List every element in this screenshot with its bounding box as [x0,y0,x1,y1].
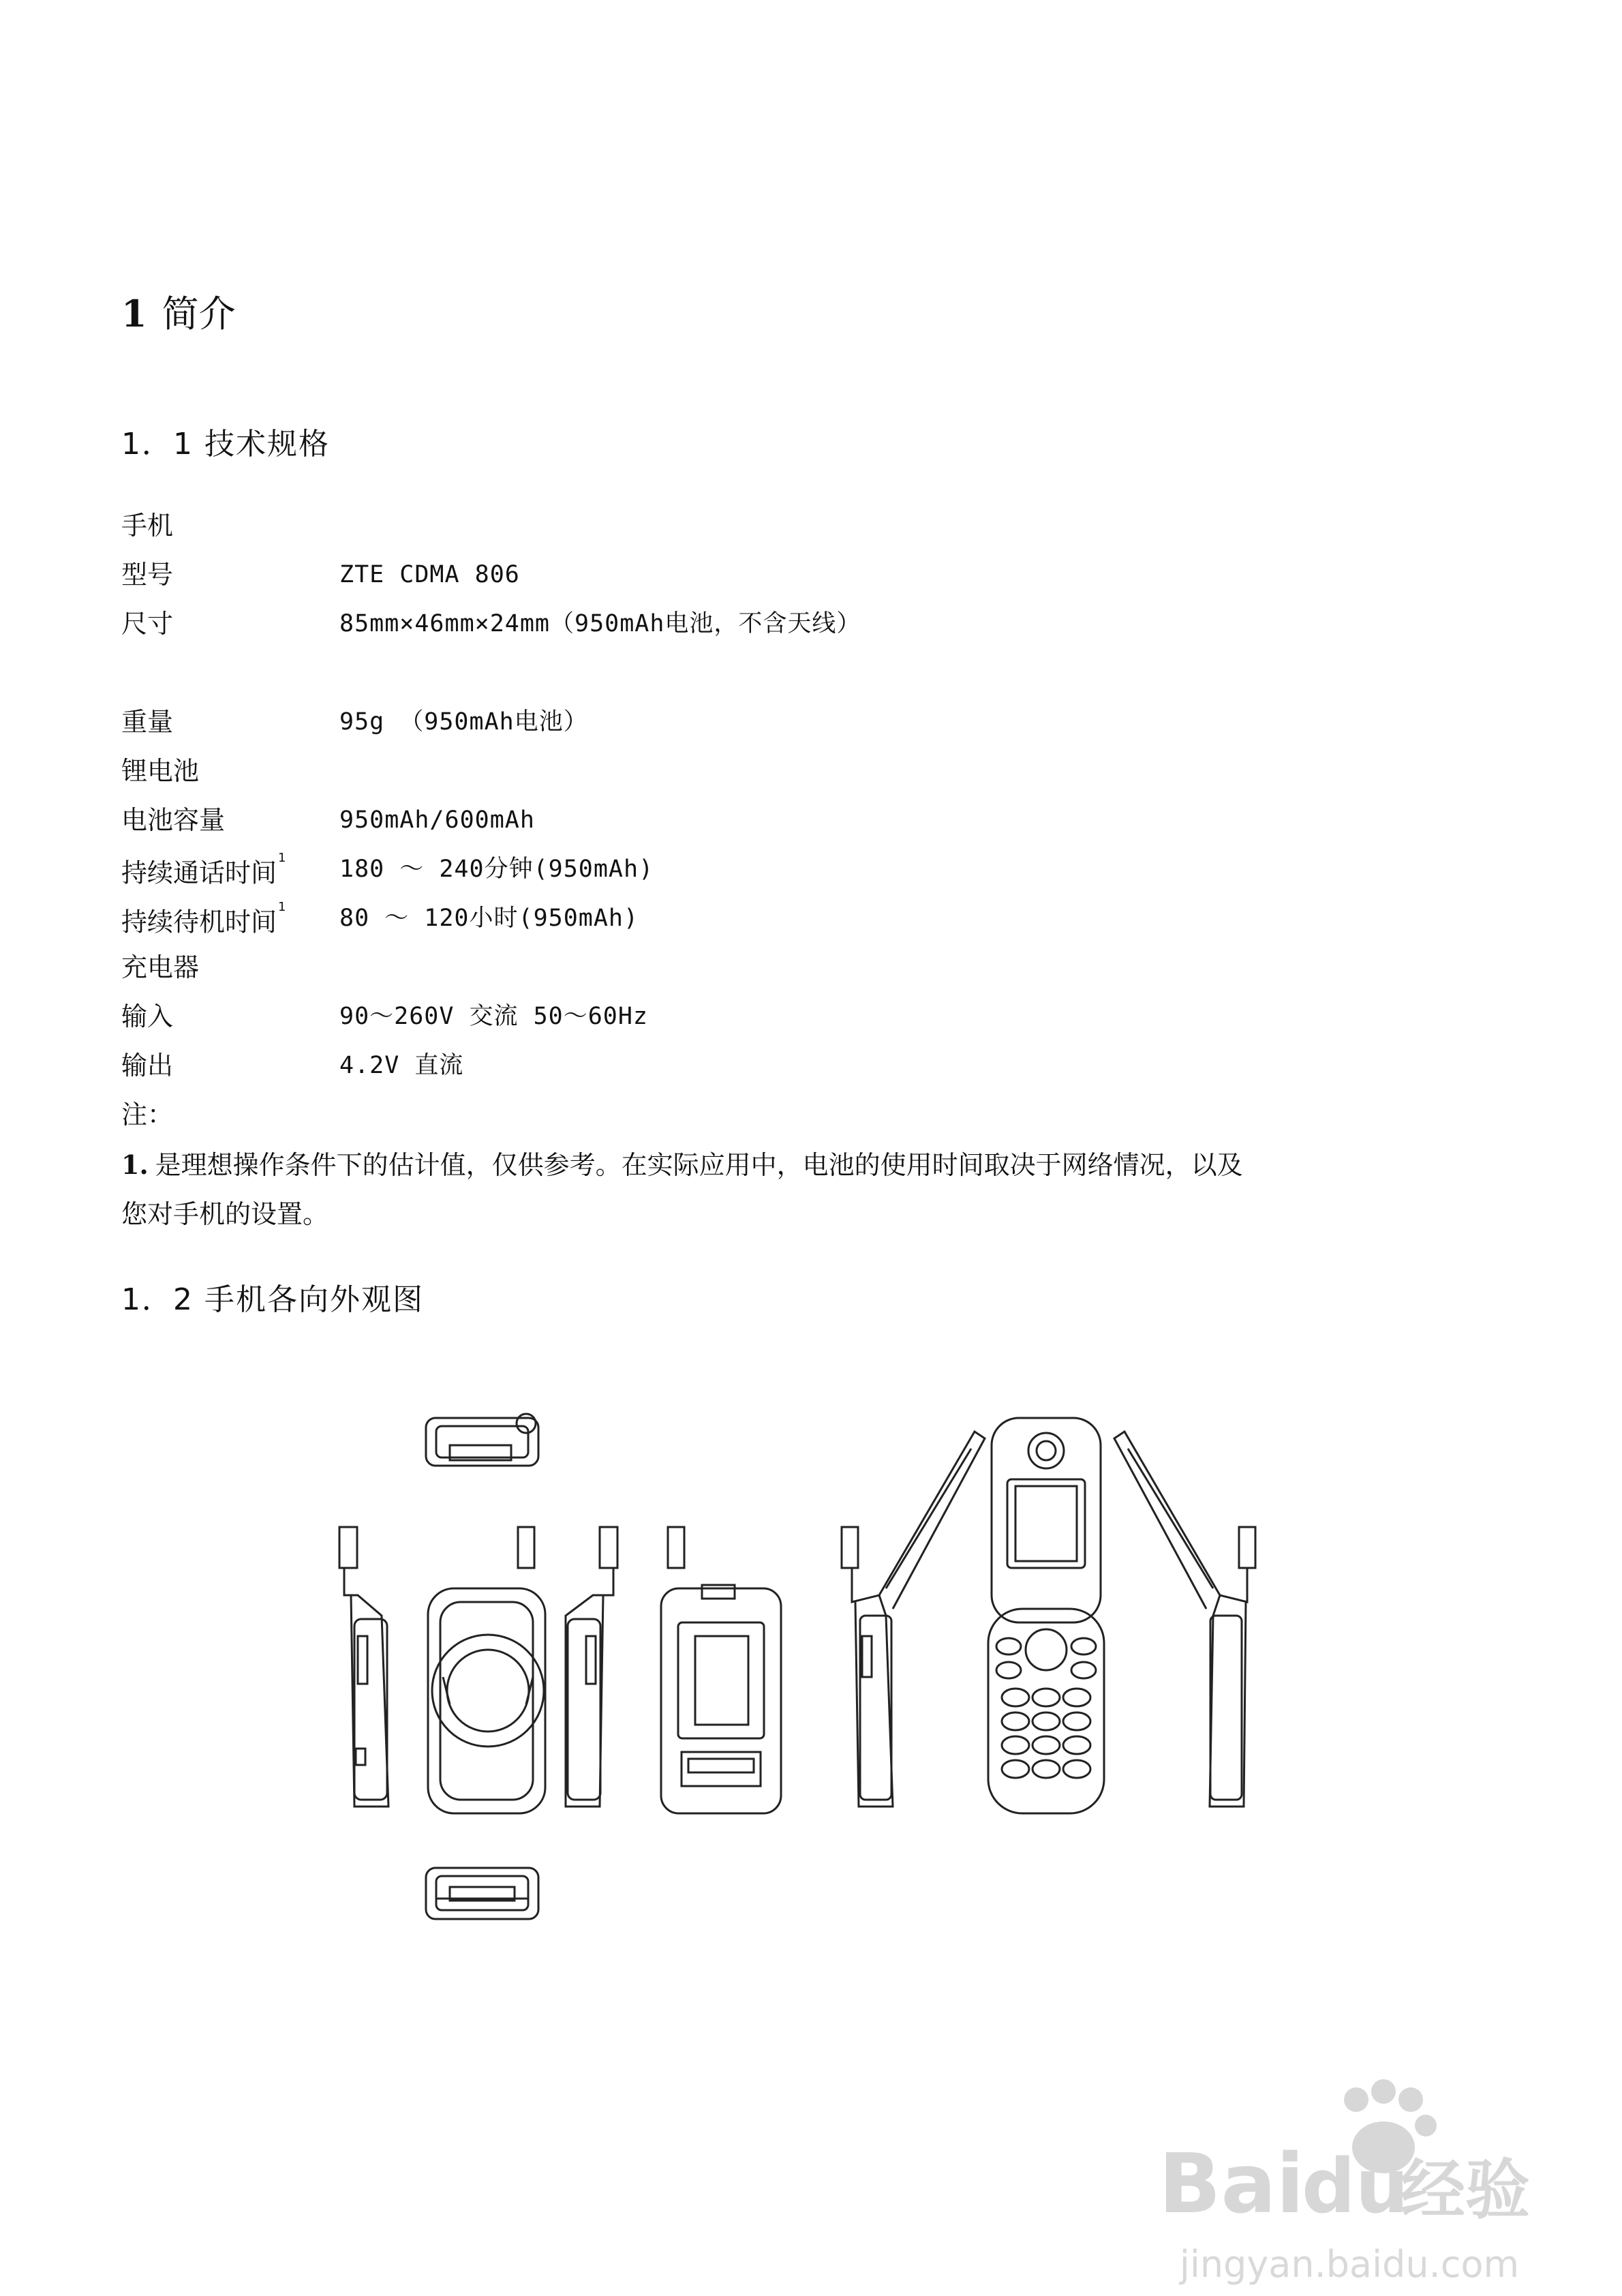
standby-time-label [121,894,286,947]
footnote-mark: 1 [278,851,286,865]
input-value: 90～260V 交流 50～60Hz [339,1003,649,1030]
section-title [121,285,236,337]
capacity-label: 电池容量 [121,805,226,835]
standby-time-label-text: 持续待机时间 [121,907,277,937]
front-closed-view-drawing [428,1527,545,1813]
right-side-view-drawing [566,1527,617,1807]
note-line-2: 您对手机的设置。 [121,1199,329,1229]
phone-views-illustration [0,1391,1622,1950]
battery-group-label: 锂电池 [121,756,200,786]
watermark-brand-cn: 经验 [1401,2153,1531,2228]
talk-time-value: 180 ～ 240分钟(950mAh) [339,856,654,883]
talk-time-label [121,845,286,898]
note-number: 1. [121,1149,149,1180]
bottom-view-drawing [426,1868,538,1919]
watermark-brand-paw: du [1302,2143,1409,2230]
open-right-side-view-drawing [1114,1432,1255,1807]
talk-time-label-text: 持续通话时间 [121,858,277,888]
input-label: 输入 [121,1001,174,1031]
model-value: ZTE CDMA 806 [339,561,520,588]
weight-label: 重量 [121,707,174,737]
footnote-mark: 1 [278,900,286,914]
section-title-text: 简介 [162,292,236,335]
size-label: 尺寸 [121,609,174,639]
note-label: 注： [121,1100,174,1130]
size-value: 85mm×46mm×24mm（950mAh电池，不含天线） [339,610,861,637]
keypad-keys [996,1638,1096,1778]
left-side-view-drawing [339,1527,388,1807]
note-text-1: 是理想操作条件下的估计值，仅供参考。在实际应用中，电池的使用时间取决于网络情况，以及 [155,1150,1243,1180]
charger-group-label: 充电器 [121,952,200,982]
watermark-brand: Bai [1159,2137,1304,2232]
top-view-drawing [426,1414,538,1466]
weight-value: 95g （950mAh电池） [339,708,588,736]
phone-group-label: 手机 [121,511,174,541]
note-line-1 [121,1141,1243,1190]
output-value: 4.2V 直流 [339,1052,464,1079]
section-number: 1 [121,292,147,335]
open-left-side-view-drawing [842,1432,985,1807]
spec-heading: 1．1 技术规格 [121,427,330,462]
capacity-value: 950mAh/600mAh [339,806,535,834]
model-label: 型号 [121,560,174,590]
open-front-view-drawing [988,1418,1104,1813]
standby-time-value: 80 ～ 120小时(950mAh) [339,905,639,932]
baidu-jingyan-watermark-logo [1159,2072,1554,2250]
watermark-url: jingyan.baidu.com [1179,2243,1520,2286]
back-view-drawing [661,1527,781,1813]
output-label: 输出 [121,1051,174,1081]
views-heading: 1．2 手机各向外观图 [121,1282,424,1317]
